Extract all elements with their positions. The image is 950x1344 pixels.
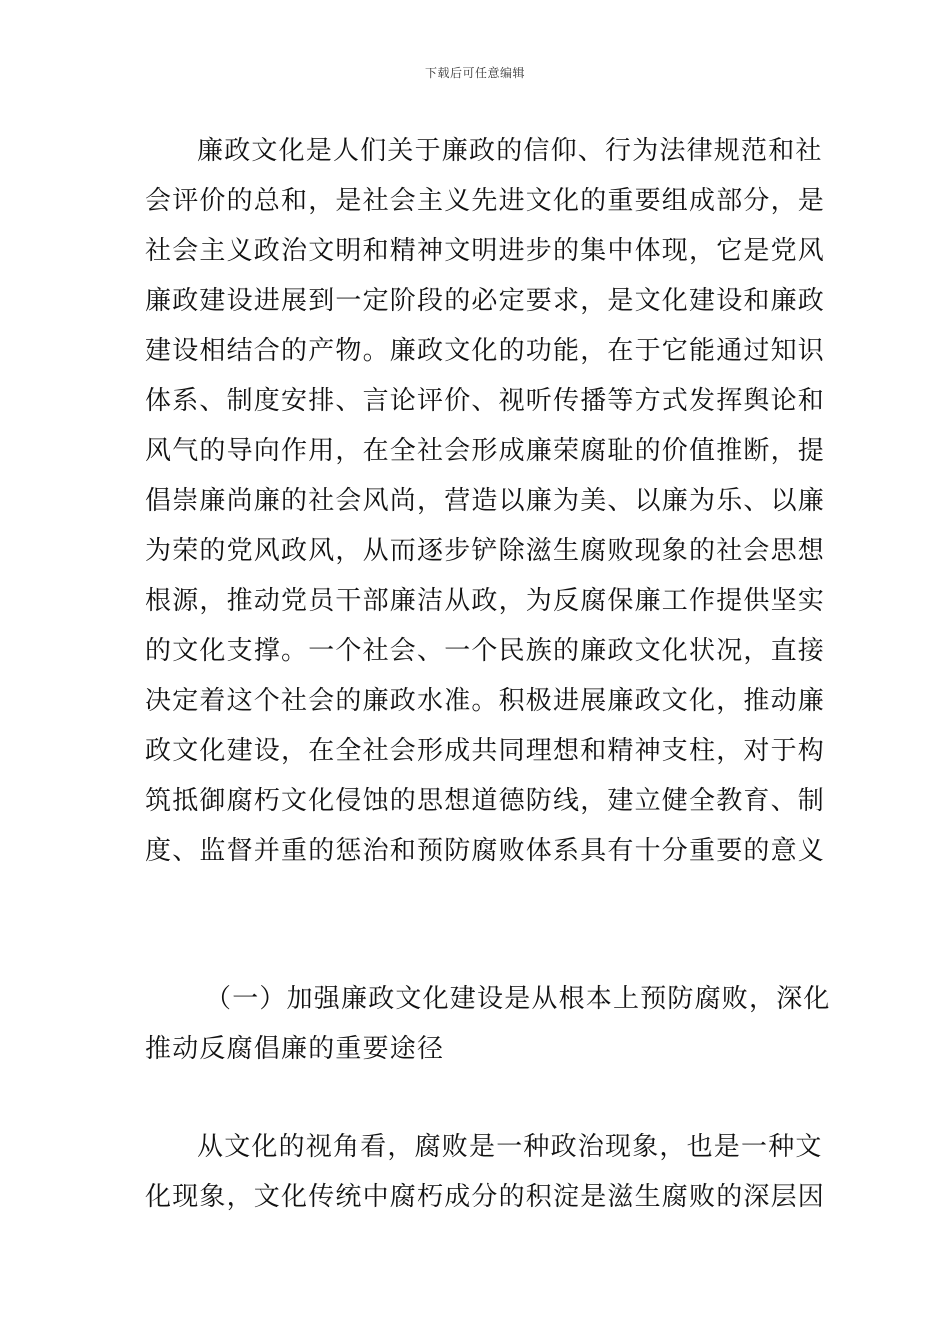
paragraph-line: 体系、制度安排、言论评价、视听传播等方式发挥舆论和	[145, 386, 826, 416]
paragraph-line: 建设相结合的产物。廉政文化的功能，在于它能通过知识	[145, 336, 826, 366]
section-heading	[145, 974, 831, 1074]
paragraph-line: 筑抵御腐朽文化侵蚀的思想道德防线，建立健全教育、制	[145, 786, 826, 816]
header-note: 下载后可任意编辑	[424, 66, 525, 80]
heading-line: 推动反腐倡廉的重要途径	[145, 1034, 445, 1064]
paragraph-2	[145, 1122, 826, 1222]
paragraph-line: 会评价的总和，是社会主义先进文化的重要组成部分，是	[145, 186, 826, 216]
paragraph-line: 廉政文化是人们关于廉政的信仰、行为法律规范和社	[197, 136, 823, 166]
paragraph-line: 决定着这个社会的廉政水准。积极进展廉政文化，推动廉	[145, 686, 826, 716]
paragraph-line: 社会主义政治文明和精神文明进步的集中体现，它是党风	[145, 236, 826, 266]
paragraph-line: 从文化的视角看，腐败是一种政治现象，也是一种文	[197, 1132, 823, 1162]
paragraph-line: 根源，推动党员干部廉洁从政，为反腐保廉工作提供坚实	[145, 586, 826, 616]
paragraph-1	[145, 126, 826, 876]
paragraph-line: 风气的导向作用，在全社会形成廉荣腐耻的价值推断，提	[145, 436, 826, 466]
paragraph-line: 的文化支撑。一个社会、一个民族的廉政文化状况，直接	[145, 636, 826, 666]
paragraph-line: 为荣的党风政风，从而逐步铲除滋生腐败现象的社会思想	[145, 536, 826, 566]
paragraph-line: 度、监督并重的惩治和预防腐败体系具有十分重要的意义	[145, 836, 826, 866]
paragraph-line: 倡崇廉尚廉的社会风尚，营造以廉为美、以廉为乐、以廉	[145, 486, 826, 516]
paragraph-line: 廉政建设进展到一定阶段的必定要求，是文化建设和廉政	[145, 286, 826, 316]
heading-line: （一）加强廉政文化建设是从根本上预防腐败，深化	[205, 984, 831, 1014]
paragraph-line: 化现象，文化传统中腐朽成分的积淀是滋生腐败的深层因	[145, 1182, 826, 1212]
paragraph-line: 政文化建设，在全社会形成共同理想和精神支柱，对于构	[145, 736, 826, 766]
